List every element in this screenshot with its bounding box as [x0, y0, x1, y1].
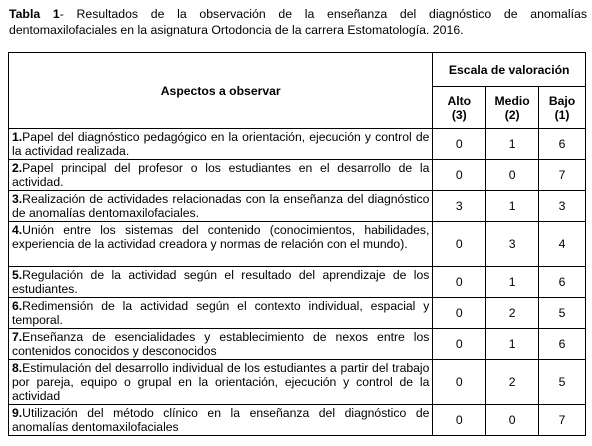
- value-medio: 0: [486, 160, 539, 191]
- table-row: [9, 160, 586, 191]
- caption-label: Tabla 1: [9, 7, 60, 21]
- header-scale: Escala de valoración: [433, 53, 586, 87]
- value-bajo: 7: [539, 405, 586, 436]
- value-bajo: 7: [539, 160, 586, 191]
- aspect-cell: [9, 191, 433, 222]
- aspect-text: Regulación de la actividad según el resultado del aprendizaje de los estudiantes.: [12, 268, 430, 296]
- aspect-number: 1.: [12, 130, 23, 144]
- value-alto: 0: [433, 405, 486, 436]
- aspect-text: Enseñanza de esencialidades y establecimiento de nexos entre los contenidos conocidos y desconocidos: [12, 330, 430, 358]
- header-medio-name: Medio: [494, 93, 530, 108]
- value-medio: 3: [486, 222, 539, 267]
- value-alto: 0: [433, 129, 486, 160]
- value-medio: 1: [486, 191, 539, 222]
- table-row: [9, 191, 586, 222]
- value-medio: 2: [486, 298, 539, 329]
- header-medio-code: (2): [504, 107, 520, 122]
- header-medio: [486, 87, 539, 129]
- table-row: [9, 267, 586, 298]
- aspect-text: Redimensión de la actividad según el contexto individual, espacial y temporal.: [12, 299, 430, 327]
- value-bajo: 4: [539, 222, 586, 267]
- value-alto: 0: [433, 222, 486, 267]
- table-row: [9, 405, 586, 436]
- aspect-number: 4.: [12, 223, 23, 237]
- aspect-cell: [9, 298, 433, 329]
- aspect-text: Realización de actividades relacionadas con la enseñanza del diagnóstico de anomalías dentomaxilofaciales.: [12, 192, 430, 220]
- aspect-number: 6.: [12, 299, 23, 313]
- value-medio: 2: [486, 360, 539, 405]
- value-alto: 3: [433, 191, 486, 222]
- aspect-cell: [9, 160, 433, 191]
- table-row: [9, 298, 586, 329]
- table-row: [9, 360, 586, 405]
- value-medio: 0: [486, 405, 539, 436]
- value-alto: 0: [433, 329, 486, 360]
- aspect-cell: [9, 329, 433, 360]
- caption-text: - Resultados de la observación de la enseñanza del diagnóstico de anomalías dentomaxilofaciales en la asignatura Ortodoncia de la carrera Estomatología. 2016.: [9, 7, 587, 37]
- header-aspects: Aspectos a observar: [9, 53, 433, 129]
- aspect-cell: [9, 360, 433, 405]
- aspect-number: 8.: [12, 361, 23, 375]
- value-bajo: 6: [539, 329, 586, 360]
- aspect-number: 9.: [12, 406, 23, 420]
- value-alto: 0: [433, 360, 486, 405]
- aspect-number: 3.: [12, 192, 23, 206]
- table-row: [9, 222, 586, 267]
- value-bajo: 3: [539, 191, 586, 222]
- value-bajo: 6: [539, 267, 586, 298]
- aspect-cell: [9, 129, 433, 160]
- header-bajo-name: Bajo: [548, 93, 576, 108]
- aspect-cell: [9, 405, 433, 436]
- aspect-cell: [9, 267, 433, 298]
- table-row: [9, 329, 586, 360]
- header-alto-code: (3): [451, 107, 467, 122]
- value-bajo: 5: [539, 298, 586, 329]
- aspect-text: Papel principal del profesor o los estudiantes en el desarrollo de la actividad.: [12, 161, 430, 189]
- aspect-text: Papel del diagnóstico pedagógico en la orientación, ejecución y control de la actividad realizada.: [12, 130, 430, 158]
- aspect-cell: [9, 222, 433, 267]
- value-bajo: 5: [539, 360, 586, 405]
- value-medio: 1: [486, 267, 539, 298]
- value-alto: 0: [433, 267, 486, 298]
- aspect-number: 5.: [12, 268, 23, 282]
- value-medio: 1: [486, 129, 539, 160]
- value-medio: 1: [486, 329, 539, 360]
- header-bajo-code: (1): [554, 107, 570, 122]
- header-alto: [433, 87, 486, 129]
- aspect-text: Estimulación del desarrollo individual de los estudiantes a partir del trabajo por pareja, equipo o grupal en la orientación, ejecución y control de la actividad: [12, 361, 430, 403]
- aspect-number: 7.: [12, 330, 23, 344]
- value-alto: 0: [433, 298, 486, 329]
- aspect-text: Unión entre los sistemas del contenido (conocimientos, habilidades, experiencia de la actividad creadora y normas de relación con el mundo).: [12, 223, 430, 251]
- table-caption: [9, 6, 587, 38]
- results-table: [8, 52, 586, 436]
- aspect-number: 2.: [12, 161, 23, 175]
- table-row: [9, 129, 586, 160]
- aspect-text: Utilización del método clínico en la enseñanza del diagnóstico de anomalías dentomaxilofaciales: [12, 406, 430, 434]
- header-bajo: [539, 87, 586, 129]
- value-bajo: 6: [539, 129, 586, 160]
- value-alto: 0: [433, 160, 486, 191]
- header-alto-name: Alto: [447, 93, 472, 108]
